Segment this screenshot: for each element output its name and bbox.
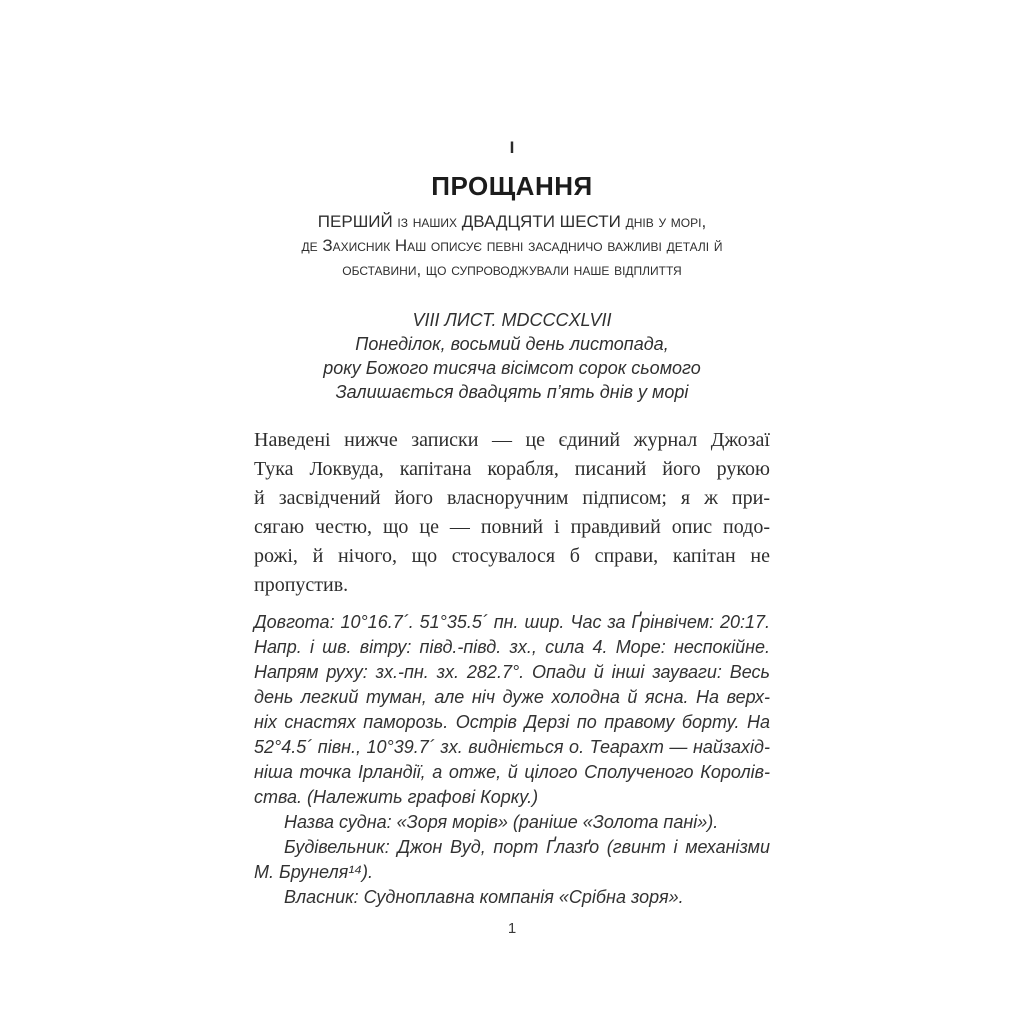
dateline-line: року Божого тисяча вісімсот сорок сьомого [323,358,701,378]
intro-line: сягаю честю, що це — повний і правдивий опис подо- [254,516,770,538]
chapter-number: I [509,138,515,157]
page-number: 1 [507,920,517,937]
logbook-line: ніх снастях паморозь. Острів Дерзі по правому борту. На [254,712,770,732]
logbook-line: ніша точка Ірландії, а отже, й цілого Сполученого Королів- [254,762,770,782]
subtitle-line: де Захисник Наш описує певні засадничо важливі деталі й [301,236,723,255]
dateline-line: Понеділок, восьмий день листопада, [355,334,669,354]
logbook-line: Напр. і шв. вітру: півд.-півд. зх., сила 4. Море: неспокійне. [254,637,770,657]
intro-paragraph [254,426,770,600]
dateline-block [254,308,770,404]
intro-line: пропустив. [254,574,349,596]
subtitle-line: обставини, що супроводжували наше відплиття [342,260,682,279]
logbook-line: ства. (Належить графові Корку.) [254,787,539,807]
logbook-block [254,610,770,910]
logbook-line: Будівельник: Джон Вуд, порт Ґлазґо (гвинт і механізми [284,837,770,857]
subtitle-line: ПЕРШИЙ із наших ДВАДЦЯТИ ШЕСТИ днів у морі, [317,212,707,231]
dateline-line: VIII ЛИСТ. MDCCCXLVII [412,310,612,330]
logbook-line: Назва судна: «Зоря морів» (раніше «Золота пані»). [284,812,719,832]
dateline-line: Залишається двадцять п’ять днів у морі [335,382,689,402]
intro-line: Наведені нижче записки — це єдиний журнал Джозаї [254,429,770,451]
logbook-line: Довгота: 10°16.7´. 51°35.5´ пн. шир. Час за Ґрінвічем: 20:17. [254,612,770,632]
intro-line: рожі, й нічого, що стосувалося б справи, капітан не [254,545,770,567]
intro-line: й засвідчений його власноручним підписом; я ж при- [254,487,770,509]
logbook-line: 52°4.5´ півн., 10°39.7´ зх. видніється о. Теарахт — найзахід- [254,737,770,757]
logbook-line: день легкий туман, але ніч дуже холодна й ясна. На верх- [254,687,770,707]
book-page [254,0,770,939]
intro-line: Тука Локвуда, капітана корабля, писаний його рукою [254,458,770,480]
logbook-line: М. Брунеля¹⁴). [254,862,373,882]
chapter-subtitle [254,210,770,282]
logbook-line: Власник: Судноплавна компанія «Срібна зоря». [284,887,684,907]
chapter-title: ПРОЩАННЯ [431,171,593,201]
logbook-line: Напрям руху: зх.-пн. зх. 282.7°. Опади й інші зауваги: Весь [254,662,770,682]
